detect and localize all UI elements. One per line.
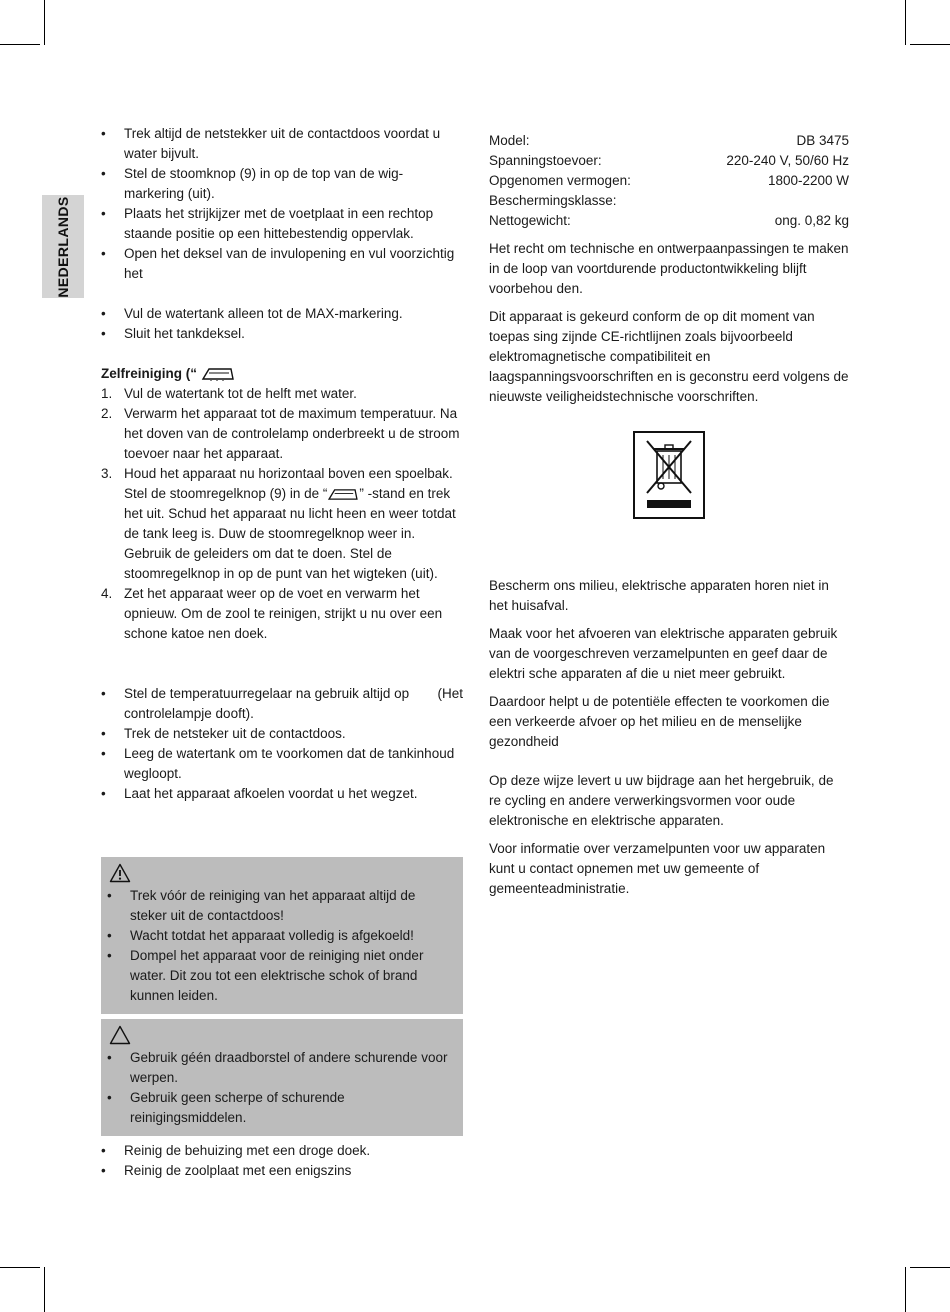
cleaning-list bbox=[101, 1141, 463, 1181]
language-tab bbox=[42, 195, 84, 298]
step-number: 1. bbox=[101, 386, 113, 401]
iron-icon bbox=[201, 367, 235, 381]
spec-row bbox=[489, 151, 849, 171]
list-item bbox=[101, 384, 463, 404]
paragraph: Dit apparaat is gekeurd conform de op dit moment van toepas sing zijnde CE-richtlijnen zoals bijvoorbeeld elektromagnetische compatibiliteit en laagspanningsvoorschriften en is geconstru eerd volgens de nieuwste veiligheidstechnische voorschriften. bbox=[489, 309, 849, 404]
list-item: • Sluit het tankdeksel. bbox=[101, 324, 463, 344]
list-item-text: • Stel de temperatuurregelaar na gebruik altijd op bbox=[124, 686, 410, 701]
list-item-text: controlelampje dooft). bbox=[124, 706, 254, 721]
step-text: Verwarm het apparaat tot de maximum temperatuur. Na het doven van de controlelamp onderbreekt u de stroom toevoer naar het apparaat. bbox=[124, 406, 460, 461]
crop-mark bbox=[0, 1267, 40, 1268]
crop-mark bbox=[44, 1267, 45, 1312]
list-item: • Plaats het strijkijzer met de voetplaat in een rechtop staande positie op een hittebestendig oppervlak. bbox=[101, 204, 463, 244]
list-item: • Trek vóór de reiniging van het apparaat altijd de steker uit de contactdoos! bbox=[107, 886, 455, 926]
filling-list-2 bbox=[101, 304, 463, 344]
selfclean-heading-text: Zelfreiniging (“ bbox=[101, 366, 197, 381]
list-item: • Leeg de watertank om te voorkomen dat de tankinhoud wegloopt. bbox=[101, 744, 463, 784]
step-text: Houd het apparaat nu horizontaal boven een spoelbak. Stel de stoomregelknop (9) in de “ bbox=[124, 466, 453, 501]
spec-value: 1800-2200 W bbox=[767, 173, 849, 188]
list-item bbox=[101, 464, 463, 584]
list-item bbox=[101, 404, 463, 464]
list-item: • Open het deksel van de invulopening en vul voorzichtig het bbox=[101, 244, 463, 284]
crop-mark bbox=[910, 1267, 950, 1268]
weee-bar bbox=[647, 500, 691, 508]
list-item: • Laat het apparaat afkoelen voordat u het wegzet. bbox=[101, 784, 463, 804]
spec-label: Beschermingsklasse: bbox=[489, 193, 617, 208]
spec-label: Nettogewicht: bbox=[489, 213, 571, 228]
crop-mark bbox=[44, 0, 45, 45]
language-tab-label: NEDERLANDS bbox=[55, 195, 71, 298]
after-use-list bbox=[101, 684, 463, 804]
paragraph: Het recht om technische en ontwerpaanpassingen te maken in de loop van voortdurende productontwikkeling blijft voorbehou den. bbox=[489, 241, 849, 296]
step-number: 3. bbox=[101, 466, 113, 481]
spec-table bbox=[489, 131, 849, 231]
list-item: • Wacht totdat het apparaat volledig is afgekoeld! bbox=[107, 926, 455, 946]
step-text: Zet het apparaat weer op de voet en verwarm het opnieuw. Om de zool te reinigen, strijkt u nu over een schone katoe nen doek. bbox=[124, 586, 443, 641]
spec-value: ong. 0,82 kg bbox=[774, 213, 849, 228]
crop-mark bbox=[0, 44, 40, 45]
step-text: Vul de watertank tot de helft met water. bbox=[124, 386, 357, 401]
iron-icon bbox=[327, 488, 359, 501]
spec-row bbox=[489, 171, 849, 191]
list-item-text: (Het bbox=[437, 686, 463, 701]
spec-value: 220-240 V, 50/60 Hz bbox=[726, 153, 849, 168]
left-column bbox=[101, 124, 463, 1181]
spec-value: DB 3475 bbox=[796, 133, 849, 148]
list-item: • Trek altijd de netstekker uit de contactdoos voordat u water bijvult. bbox=[101, 124, 463, 164]
step-number: 2. bbox=[101, 406, 113, 421]
paragraph: Bescherm ons milieu, elektrische apparaten horen niet in het huisafval. bbox=[489, 578, 829, 613]
warning-icon bbox=[109, 863, 131, 883]
crop-mark bbox=[905, 0, 906, 45]
list-item: • Trek de netsteker uit de contactdoos. bbox=[101, 724, 463, 744]
spec-row bbox=[489, 191, 849, 211]
list-item: • Stel de stoomknop (9) in op de top van de wig-markering (uit). bbox=[101, 164, 463, 204]
crossed-bin-icon bbox=[641, 437, 697, 501]
step-text: ” -stand en trek het uit. Schud het apparaat nu licht heen en weer totdat de tank leeg is. Duw de stoomregelknop weer in. Gebruik de geleiders om dat te doen. Stel de stoomregelknop in op de punt van het wigteken (uit). bbox=[124, 486, 456, 581]
spec-label: Model: bbox=[489, 133, 530, 148]
list-item bbox=[101, 584, 463, 644]
selfclean-steps bbox=[101, 384, 463, 644]
paragraph: Voor informatie over verzamelpunten voor uw apparaten kunt u contact opnemen met uw gemeente of gemeenteadministratie. bbox=[489, 841, 826, 896]
spec-label: Spanningstoevoer: bbox=[489, 153, 602, 168]
paragraph: Op deze wijze levert u uw bijdrage aan het hergebruik, de re cycling en andere verwerkingsvormen voor oude elektronische en elektrische apparaten. bbox=[489, 773, 834, 828]
list-item: • Dompel het apparaat voor de reiniging niet onder water. Dit zou tot een elektrische schok of brand kunnen leiden. bbox=[107, 946, 455, 1006]
spec-row bbox=[489, 131, 849, 151]
list-item: • Vul de watertank alleen tot de MAX-markering. bbox=[101, 304, 463, 324]
list-item: • Gebruik géén draadborstel of andere schurende voor werpen. bbox=[107, 1048, 455, 1088]
selfclean-heading bbox=[101, 364, 463, 384]
list-item: • Reinig de zoolplaat met een enigszins bbox=[101, 1161, 463, 1181]
crop-mark bbox=[910, 44, 950, 45]
paragraph: Maak voor het afvoeren van elektrische apparaten gebruik van de voorgeschreven verzamelpunten en geef daar de elektri sche apparaten af die u niet meer gebruikt. bbox=[489, 626, 838, 681]
list-item: • Gebruik geen scherpe of schurende reinigingsmiddelen. bbox=[107, 1088, 455, 1128]
warning-box bbox=[101, 857, 463, 1014]
caution-box bbox=[101, 1019, 463, 1136]
list-item bbox=[101, 684, 463, 724]
caution-icon bbox=[109, 1025, 131, 1045]
spec-row bbox=[489, 211, 849, 231]
spec-label: Opgenomen vermogen: bbox=[489, 173, 631, 188]
filling-list bbox=[101, 124, 463, 284]
list-item: • Reinig de behuizing met een droge doek. bbox=[101, 1141, 463, 1161]
step-number: 4. bbox=[101, 586, 113, 601]
crop-mark bbox=[905, 1267, 906, 1312]
right-column bbox=[489, 131, 849, 899]
weee-symbol bbox=[633, 431, 705, 519]
paragraph: Daardoor helpt u de potentiële effecten te voorkomen die een verkeerde afvoer op het milieu en de menselijke gezondheid bbox=[489, 694, 830, 749]
